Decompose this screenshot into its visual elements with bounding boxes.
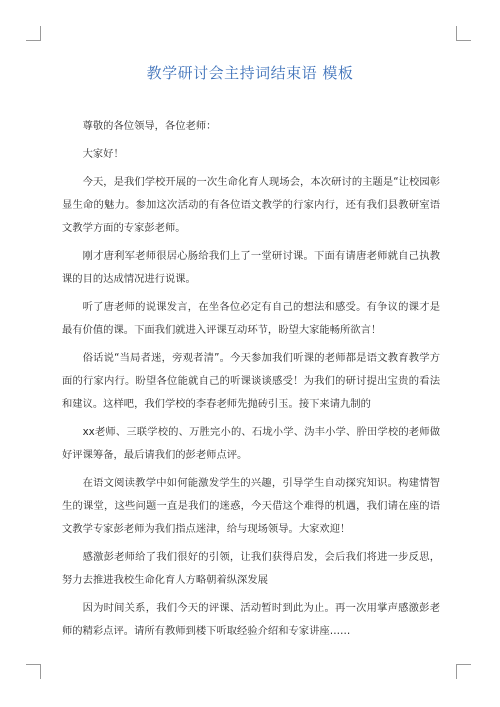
paragraph-teachers-list: xx老师、三联学校的、万胜完小的、石垅小学、沩丰小学、肸田学校的老师做好评课筹备，最后请我们的彭老师点评。 (62, 426, 440, 461)
crop-mark-bottom-right (456, 664, 471, 679)
paragraph-intro: 今天，是我们学校开展的一次生命化育人现场会，本次研讨的主题是“让校园彰显生命的魅力。参加这次活动的有各位语文教学的行家内行，还有我们县教研室语文教学方面的专家彭老师。 (62, 176, 440, 234)
paragraph-closing: 因为时间关系，我们今天的评课、活动暂时到此为止。再一次用掌声感激彭老师的精彩点评。请所有教师到楼下听取经验介绍和专家讲座…… (62, 602, 440, 637)
paragraph-discussion: 听了唐老师的说课发言，在坐各位必定有自己的想法和感受。有争议的课才是最有价值的课。下面我们就进入评课互动环节，盼望大家能畅所欲言！ (62, 301, 440, 336)
crop-mark-top-right (456, 26, 471, 41)
greeting-line: 大家好！ (82, 148, 124, 160)
document-body (62, 115, 440, 648)
paragraph-thanks: 感激彭老师给了我们很好的引领，让我们获得启发，会后我们将进一步反思，努力去推进我校生命化育人方略朝着纵深发展 (62, 551, 440, 586)
crop-mark-top-left (26, 26, 41, 41)
paragraph-proverb: 俗话说“当局者迷，旁观者清”。今天参加我们听课的老师都是语文教育教学方面的行家内行。盼望各位能就自己的听课谈谈感受！为我们的研讨提出宝贵的看法和建议。这样吧，我们学校的李春老师先抛砖引玉。接下来请九制的 (62, 352, 440, 410)
document-title: 教学研讨会主持词结束语 模板 (146, 64, 354, 82)
crop-mark-bottom-left (26, 664, 41, 679)
paragraph-reading-teaching: 在语文阅读教学中如何能激发学生的兴趣，引导学生自动探究知识。构建情智生的课堂，这些问题一直是我们的迷惑，今天借这个难得的机遇，我们请在座的语文教学专家彭老师为我们指点迷津，给与现场领导。大家欢迎！ (62, 477, 440, 535)
paragraph-demo-lesson: 刚才唐利军老师很居心肠给我们上了一堂研讨课。下面有请唐老师就自己执教课的目的达成情况进行说课。 (62, 250, 440, 285)
salutation: 尊敬的各位领导，各位老师： (82, 120, 217, 132)
